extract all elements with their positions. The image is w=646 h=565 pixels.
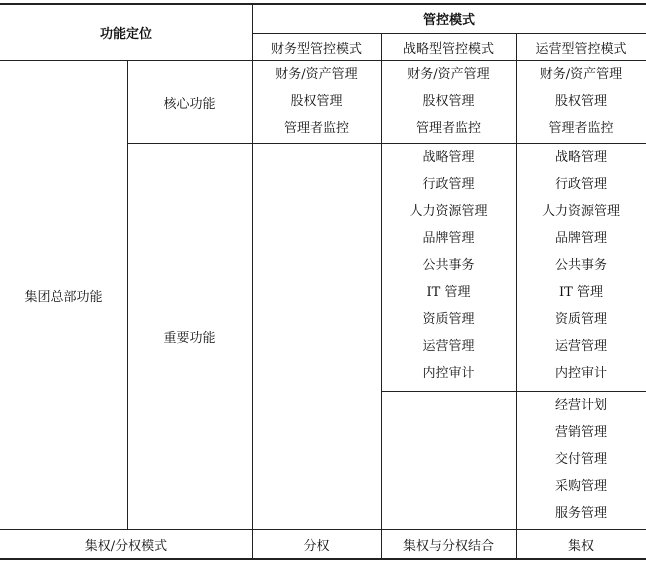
list-item: 行政管理 (422, 177, 475, 192)
centralization-mode-label: 集权/分权模式 (84, 538, 168, 554)
list-item: 股权管理 (554, 94, 607, 109)
list-item: 战略管理 (554, 150, 607, 165)
list-item: 人力资源管理 (409, 204, 488, 219)
important-operational-extra-list (516, 392, 646, 527)
important-operational-shared-list (516, 144, 646, 387)
list-item: 经营计划 (554, 398, 607, 413)
list-item: 营销管理 (554, 425, 607, 440)
core-operational-list (516, 61, 646, 142)
list-item: 公共事务 (554, 258, 607, 273)
strategic-centralization-value: 集权与分权结合 (402, 538, 494, 554)
core-financial-list (252, 61, 381, 142)
list-item: 采购管理 (554, 479, 607, 494)
list-item: 运营管理 (554, 339, 607, 354)
list-item: IT 管理 (426, 285, 471, 300)
control-mode-header: 管控模式 (422, 13, 475, 28)
function-position-header: 功能定位 (99, 26, 152, 42)
list-item: 管理者监控 (283, 121, 349, 136)
list-item: 资质管理 (554, 312, 607, 327)
important-strategic-list (381, 144, 516, 387)
list-item: 管理者监控 (548, 121, 614, 136)
list-item: 品牌管理 (554, 231, 607, 246)
list-item: 公共事务 (422, 258, 475, 273)
list-item: 管理者监控 (415, 121, 481, 136)
list-item: 内控审计 (422, 366, 475, 381)
operational-mode-header: 运营型管控模式 (535, 41, 627, 57)
strategic-mode-header: 战略型管控模式 (402, 41, 494, 57)
core-strategic-list (381, 61, 516, 142)
group-hq-function-label: 集团总部功能 (24, 289, 103, 305)
core-function-label: 核心功能 (163, 96, 216, 112)
list-item: 交付管理 (554, 452, 607, 467)
list-item: 内控审计 (554, 366, 607, 381)
list-item: 财务/资产管理 (275, 67, 358, 82)
operational-centralization-value: 集权 (567, 538, 594, 554)
list-item: 行政管理 (554, 177, 607, 192)
list-item: 股权管理 (422, 94, 475, 109)
list-item: 战略管理 (422, 150, 475, 165)
table-bottom-rule (0, 558, 646, 560)
list-item: 品牌管理 (422, 231, 475, 246)
financial-centralization-value: 分权 (303, 538, 330, 554)
list-item: IT 管理 (559, 285, 603, 300)
list-item: 财务/资产管理 (407, 67, 490, 82)
list-item: 股权管理 (290, 94, 343, 109)
list-item: 财务/资产管理 (539, 67, 623, 82)
list-item: 运营管理 (422, 339, 475, 354)
list-item: 资质管理 (422, 312, 475, 327)
list-item: 服务管理 (554, 506, 607, 521)
list-item: 人力资源管理 (541, 204, 620, 219)
important-function-label: 重要功能 (163, 331, 216, 346)
financial-mode-header: 财务型管控模式 (270, 41, 362, 57)
